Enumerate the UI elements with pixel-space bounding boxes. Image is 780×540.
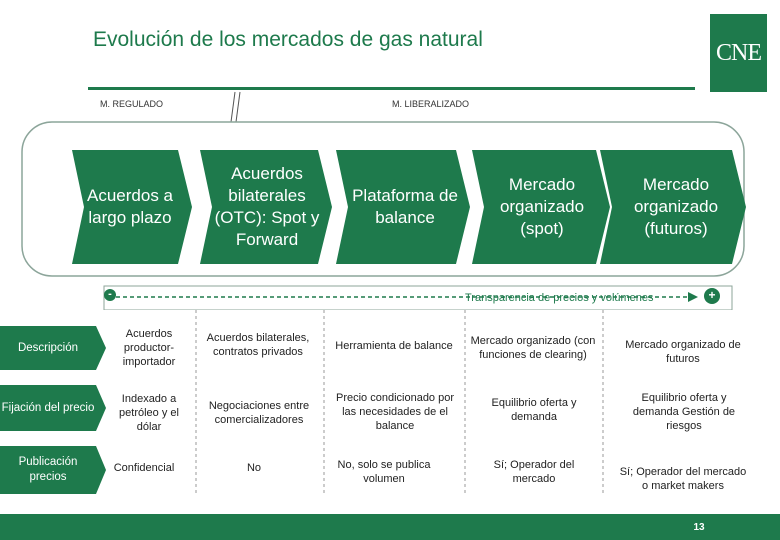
table-cell: Confidencial [113, 461, 175, 474]
row-header-pricing: Fijación del precio [1, 401, 95, 414]
table-cell: No, solo se publica volumen [337, 458, 431, 485]
stage-label-balance: Plataforma de balance [352, 185, 458, 227]
footer-bar [0, 514, 780, 540]
logo-text: CNE [716, 39, 761, 66]
row-header-description: Descripción [17, 341, 79, 354]
table-cell: Acuerdos productor-importador [122, 327, 176, 369]
table-cell: Sí; Operador del mercado [493, 458, 575, 485]
stage-label-bilateral: Acuerdos bilaterales (OTC): Spot y Forward [214, 163, 320, 250]
table-cell: No [246, 461, 262, 474]
minus-sign: - [108, 288, 112, 300]
row-header-publication: Publicación precios [18, 456, 78, 483]
stage-label-spot: Mercado organizado (spot) [499, 174, 585, 239]
table-cell: Equilibrio oferta y demanda Gestión de riesgos [632, 391, 736, 433]
table-cell: Mercado organizado de futuros [625, 338, 741, 365]
plus-sign: + [708, 288, 716, 302]
table-cell: Acuerdos bilaterales, contratos privados [206, 331, 310, 358]
segment-divider [236, 92, 240, 122]
table-cell: Negociaciones entre comercializadores [208, 399, 310, 426]
liberalized-market-label: M. LIBERALIZADO [392, 99, 470, 109]
table-cell: Equilibrio oferta y demanda [491, 396, 577, 423]
stage-label-futures: Mercado organizado (futuros) [633, 174, 719, 239]
table-cell: Precio condicionado por las necesidades de el balance [335, 391, 455, 433]
page-title: Evolución de los mercados de gas natural [93, 28, 483, 51]
table-cell: Sí; Operador del mercado o market makers [619, 465, 747, 492]
table-cell: Herramienta de balance [335, 339, 453, 352]
regulated-market-label: M. REGULADO [100, 99, 164, 109]
transparency-label: Transparencia de precios y volúmenes [465, 292, 654, 304]
table-cell: Indexado a petróleo y el dólar [119, 392, 179, 434]
page-number: 13 [693, 522, 705, 533]
segment-divider [231, 92, 235, 122]
table-cell: Mercado organizado (con funciones de clearing) [470, 334, 596, 361]
stage-label-long-term: Acuerdos a largo plazo [87, 185, 173, 227]
